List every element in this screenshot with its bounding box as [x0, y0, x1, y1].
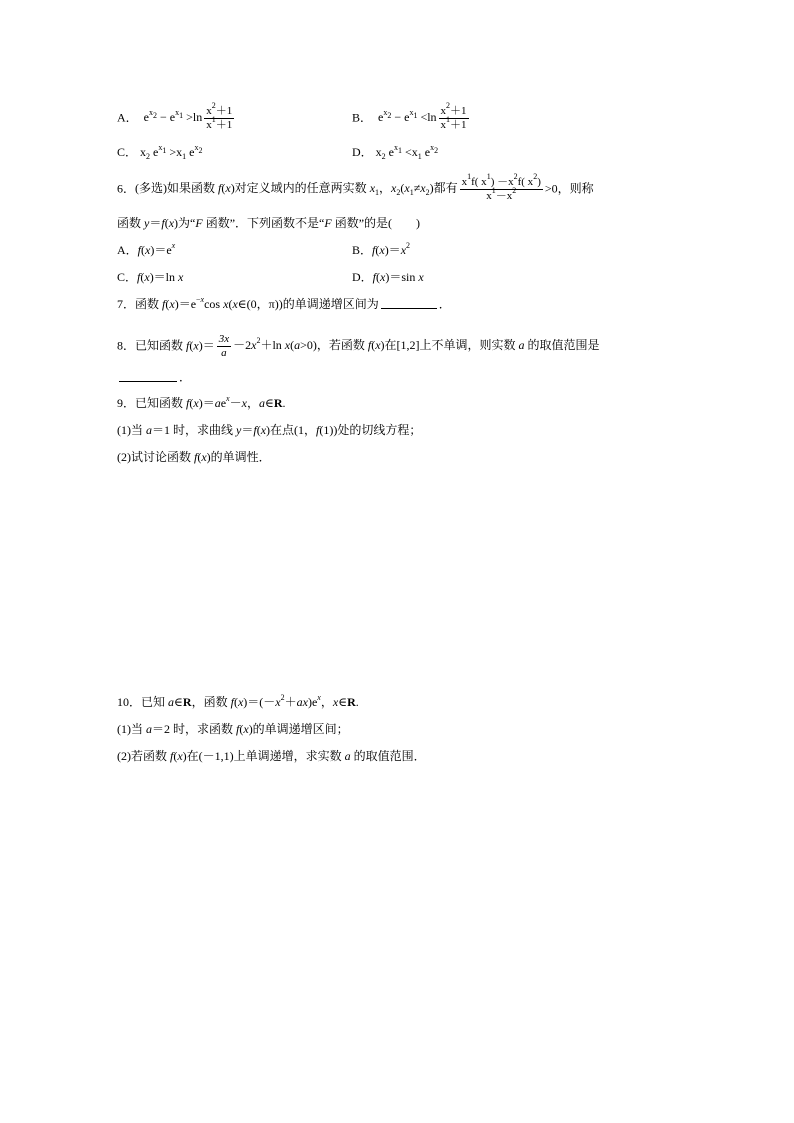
question-number: 10． — [117, 695, 142, 709]
q7-text: 函数 $f(x)=e^{-x}\cos$ x(x∈(0，π))的单调递增区间为 — [135, 295, 379, 311]
q5-option-c — [117, 144, 202, 160]
q6-stem-text-2: 函数 y＝f(x)为“F 函数”．下列函数不是“F 函数”的是( ) — [117, 216, 421, 230]
q6-stem-line1 — [117, 172, 594, 203]
q10-text: 已知 a∈R，函数 $f(x)=(-x^2+ax)e^x$，x∈R. — [141, 693, 359, 709]
fraction: $\frac{x^1f( x^1) -x^2f( x^2)}{x^1-x^2}$ — [461, 172, 541, 202]
q9-part1-text: (1)当 a＝1 时，求曲线 y＝f(x)在点(1，f(1))处的切线方程； — [117, 423, 422, 437]
question-number: 7． — [117, 297, 136, 311]
q5-option-a — [117, 101, 236, 132]
q6-stem-text: (多选)如果函数 f(x)对定义域内的任意两实数 $x_1$，$x_2(x_1\ne x_2)$都有 — [135, 181, 458, 198]
option-label: B． — [352, 110, 373, 125]
q6-option-a — [117, 242, 175, 258]
q5-option-b — [352, 101, 471, 132]
q6-option-c — [117, 269, 183, 285]
option-text: $f(x)=x^2$ — [372, 241, 411, 257]
math-expression: $e^{x_2} - e^{x_1} >\ln$ — [140, 108, 203, 125]
option-text: f(x)＝ln x — [137, 270, 184, 284]
option-text: $f(x)=e^x$ — [137, 241, 176, 257]
q8-text-2: $-2x^2+\ln$ x(a>0)，若函数 f(x)在[1,2]上不单调，则实数 a 的取值范围是 — [233, 336, 600, 353]
q10-stem — [117, 694, 359, 710]
math-expression: $e^{x_2} - e^{x_1} <\ln$ — [375, 108, 437, 125]
fraction: $\frac{x^2+1}{x^1+1}$ — [440, 101, 467, 131]
option-label: D． — [352, 145, 373, 159]
math-expression: $x_2$ $e^{x_1} >x_1$ $e^{x_2}$ — [140, 143, 203, 161]
q8-line2 — [117, 369, 191, 385]
option-label: B． — [352, 243, 373, 257]
q9-part2-text: (2)试讨论函数 f(x)的单调性． — [117, 450, 271, 464]
q10-part2-text: (2)若函数 f(x)在(－1,1)上单调递增，求实数 a 的取值范围． — [117, 749, 426, 763]
q6-option-d — [352, 269, 424, 285]
punctuation: ． — [438, 297, 451, 311]
q9-text: 已知函数 $f(x)=ae^x-x$，a∈R. — [135, 394, 286, 410]
q10-part1-text: (1)当 a＝2 时，求函数 f(x)的单调递增区间； — [117, 722, 349, 736]
option-label: A． — [117, 243, 138, 257]
fraction: $\frac{x^2+1}{x^1+1}$ — [206, 101, 233, 131]
q9-stem — [117, 395, 286, 411]
q9-part2 — [117, 449, 271, 465]
q8-line1 — [117, 333, 600, 360]
q7 — [117, 296, 451, 312]
q9-part1 — [117, 422, 421, 438]
q10-part2 — [117, 748, 426, 764]
q8-text: 已知函数 f(x)＝ — [135, 338, 215, 353]
question-number: 8． — [117, 338, 136, 353]
q10-part1 — [117, 721, 349, 737]
q5-option-d — [352, 144, 438, 160]
option-label: D． — [352, 270, 373, 284]
fraction: $\frac{3x}{a}$ — [218, 333, 230, 359]
option-text: f(x)＝sin x — [372, 270, 424, 284]
answer-blank[interactable] — [119, 371, 177, 382]
question-number: 9． — [117, 396, 136, 410]
question-number: 6． — [117, 181, 136, 196]
option-label: C． — [117, 270, 138, 284]
q6-stem-tail: >0，则称 — [544, 181, 594, 196]
option-label: C． — [117, 145, 138, 159]
punctuation: ． — [179, 370, 192, 384]
math-expression: $x_2$ $e^{x_1} <x_1$ $e^{x_2}$ — [375, 143, 439, 161]
q6-stem-line2 — [117, 215, 420, 231]
q6-option-b — [352, 242, 410, 258]
answer-blank[interactable] — [381, 298, 437, 309]
option-label: A． — [117, 110, 138, 125]
